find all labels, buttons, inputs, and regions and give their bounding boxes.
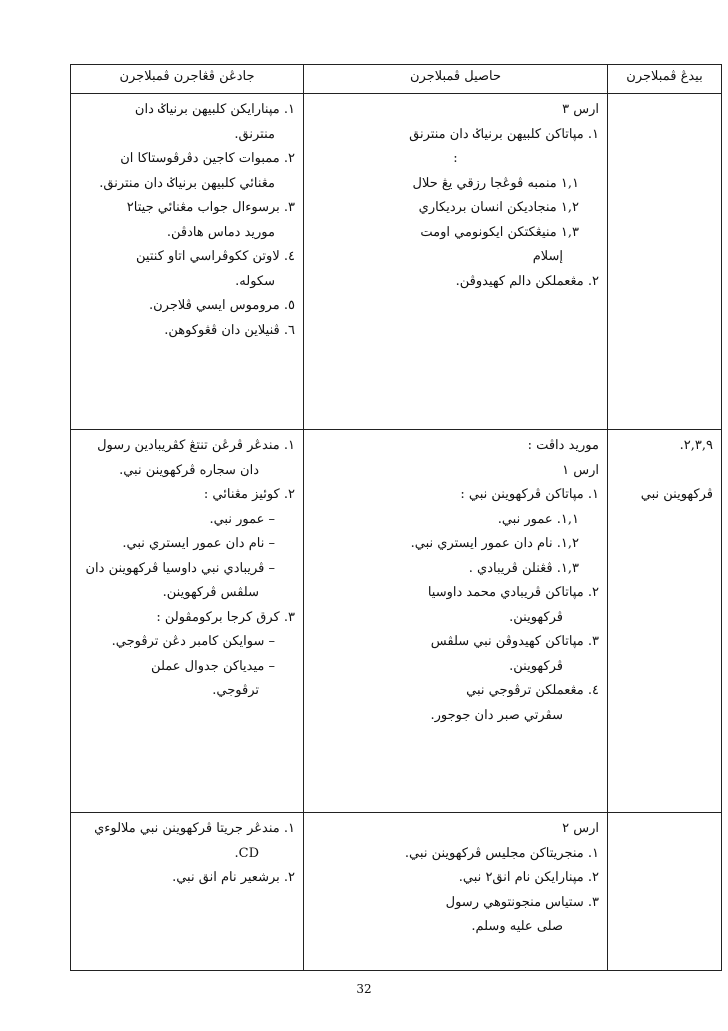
text-line: ١,٣. ڤڠنلن ڤريبادي . — [468, 560, 579, 576]
text-line: ٣. ستياس منجونتوهي رسول — [445, 894, 599, 910]
text-line: ١. مندڠر جريتا ڤرکهوينن نبي ملالوءي — [94, 821, 295, 836]
text-line: ٢. ممبوات کاجين دڤرڤوستاکا ان — [120, 151, 295, 166]
text-line: – ميدياکن جدوال عملن — [151, 658, 275, 674]
text-line: ارس ١ — [562, 462, 599, 478]
activities-cell — [71, 94, 304, 430]
outcome-cell — [304, 430, 608, 813]
table-row — [71, 430, 722, 813]
text-line: سڤرتي صبر دان جوجور. — [430, 707, 563, 723]
table-row — [71, 813, 722, 971]
text-line: منترنق. — [234, 126, 275, 142]
text-line: ١,١. عمور نبي. — [497, 511, 579, 527]
outcome-cell — [304, 813, 608, 971]
area-cell — [608, 430, 722, 813]
text-line: ڤرکهوينن. — [509, 609, 563, 625]
text-line: ١. مپنارايکن کلبيهن برنياݢ دان — [134, 102, 295, 117]
text-line: ڤرکهوينن. — [509, 658, 563, 674]
area-cell — [608, 813, 722, 971]
text-line: ٣. کرق کرجا برکومڤولن : — [156, 609, 295, 625]
text-line: ڤرکهوينن نبي — [640, 487, 713, 502]
text-line: ١,١ منمبه ڤوڠجا رزقي يڠ حلال — [412, 175, 579, 191]
text-line: ١. مپاتاکن ڤرکهوينن نبي : — [460, 487, 599, 502]
text-line: موريد داڤت : — [527, 438, 599, 453]
text-line: صلى عليه وسلم. — [471, 919, 563, 934]
header-outcome: حاصيل ڤمبلاجرن — [304, 65, 608, 94]
text-line: ١. منجريتاکن مجليس ڤرکهوينن نبي. — [404, 845, 599, 861]
text-line: : — [453, 151, 458, 166]
text-line — [616, 459, 713, 484]
text-line: ٥. مروموس ايسي ڤلاجرن. — [149, 298, 295, 313]
text-line: ٢. برشعير نام انق نبي. — [172, 870, 295, 885]
text-line: ٣. مپاتاکن کهيدوڤن نبي سلڤس — [430, 634, 599, 649]
text-line: – عمور نبي. — [209, 511, 275, 527]
text-line: سکوله. — [235, 273, 275, 289]
text-line: ٢. مپنارايکن نام انق٢ نبي. — [458, 870, 599, 885]
page-number: 32 — [356, 982, 372, 996]
text-line: ٤. لاوتن ککوڤراسي اتاو کنتين — [136, 249, 295, 264]
text-line: ٤. مڠعملکن ترڤوجي نبي — [466, 683, 599, 698]
text-line: سلڤس ڤرکهوينن. — [162, 585, 259, 600]
text-line: ٢. مڠعملکن دالم کهيدوڤن. — [455, 273, 599, 289]
text-line: ٣. برسوءال جواب مڠنائي جيتا٢ — [126, 200, 295, 215]
activities-cell — [71, 430, 304, 813]
outcome-cell — [304, 94, 608, 430]
header-row — [71, 65, 722, 94]
text-line: إسلام — [532, 249, 563, 264]
text-line: ٢. مپاتاکن ڤريبادي محمد داوسيا — [427, 585, 599, 600]
header-area: بيدڠ ڤمبلاجرن — [608, 65, 722, 94]
text-line: ٢,٣,٩. — [679, 438, 713, 453]
text-line: CD. — [234, 845, 259, 861]
header-activities: جادڠن ڤڠاجرن ڤمبلاجرن — [71, 65, 304, 94]
text-line: – نام دان عمور ايستري نبي. — [122, 536, 275, 551]
text-line: مڠنائي کلبيهن برنياݢ دان منترنق. — [99, 175, 275, 191]
text-line: ارس ٢ — [562, 821, 599, 836]
text-line: ترڤوجي. — [212, 683, 259, 698]
text-line: ٦. ڤنيلاين دان ڤڠوکوهن. — [164, 322, 295, 338]
text-line: دان سجاره ڤرکهوينن نبي. — [119, 462, 259, 478]
text-line: ٢. کوئيز مڠنائي : — [203, 487, 295, 502]
text-line: ١,٢. نام دان عمور ايستري نبي. — [410, 536, 579, 551]
lesson-plan-table — [70, 64, 722, 971]
activities-cell — [71, 813, 304, 971]
text-line: – ڤريبادي نبي داوسيا ڤرکهوينن دان — [85, 560, 275, 576]
text-line: ١. مپاتاکن کلبيهن برنياݢ دان منترنق — [409, 126, 599, 142]
text-line: ١,٣ منيڠکتکن ايکونومي اومت — [420, 224, 579, 240]
text-line: ١. مندڠر ڤرڠن تنتڠ کڤريبادين رسول — [97, 438, 295, 453]
text-line: ارس ٣ — [562, 102, 599, 117]
area-cell — [608, 94, 722, 430]
table-row — [71, 94, 722, 430]
text-line: موريد دماس هادڤن. — [166, 224, 275, 240]
text-line: – سوايکن کامبر دڠن ترڤوجي. — [111, 634, 275, 649]
text-line: ١,٢ منجاديکن انسان برديکاري — [418, 200, 579, 215]
